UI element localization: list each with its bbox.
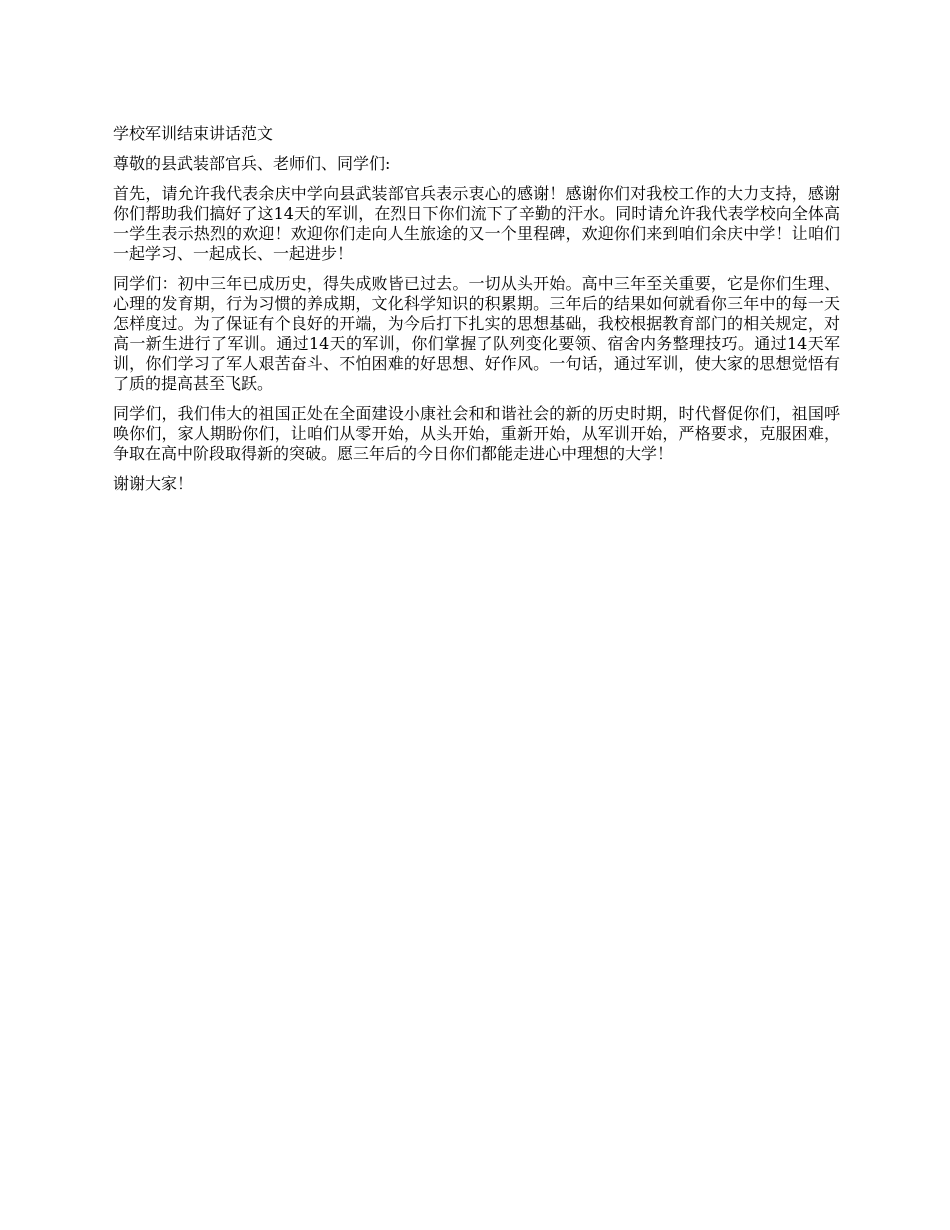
paragraph-thanks: 首先，请允许我代表余庆中学向县武装部官兵表示衷心的感谢！感谢你们对我校工作的大力支持，感谢你们帮助我们搞好了这14天的军训，在烈日下你们流下了辛勤的汗水。同时请允许我代表学校向全体高一学生表示热烈的欢迎！欢迎你们走向人生旅途的又一个里程碑，欢迎你们来到咱们余庆中学！让咱们一起学习、一起成长、一起进步！ xyxy=(113,184,840,263)
paragraph-training-review: 同学们：初中三年已成历史，得失成败皆已过去。一切从头开始。高中三年至关重要，它是你们生理、心理的发育期，行为习惯的养成期，文化科学知识的积累期。三年后的结果如何就看你三年中的每一天怎样度过。为了保证有个良好的开端，为今后打下扎实的思想基础，我校根据教育部门的相关规定，对高一新生进行了军训。通过14天的军训，你们掌握了队列变化要领、宿舍内务整理技巧。通过14天军训，你们学习了军人艰苦奋斗、不怕困难的好思想、好作风。一句话，通过军训，使大家的思想觉悟有了质的提高甚至飞跃。 xyxy=(113,274,840,393)
document-body xyxy=(113,124,840,504)
closing-line: 谢谢大家！ xyxy=(113,474,194,493)
greeting-line: 尊敬的县武装部官兵、老师们、同学们: xyxy=(113,154,391,173)
document-title: 学校军训结束讲话范文 xyxy=(113,124,274,143)
paragraph-encouragement: 同学们，我们伟大的祖国正处在全面建设小康社会和和谐社会的新的历史时期，时代督促你们，祖国呼唤你们，家人期盼你们，让咱们从零开始，从头开始，重新开始，从军训开始，严格要求，克服困难，争取在高中阶段取得新的突破。愿三年后的今日你们都能走进心中理想的大学！ xyxy=(113,404,840,463)
